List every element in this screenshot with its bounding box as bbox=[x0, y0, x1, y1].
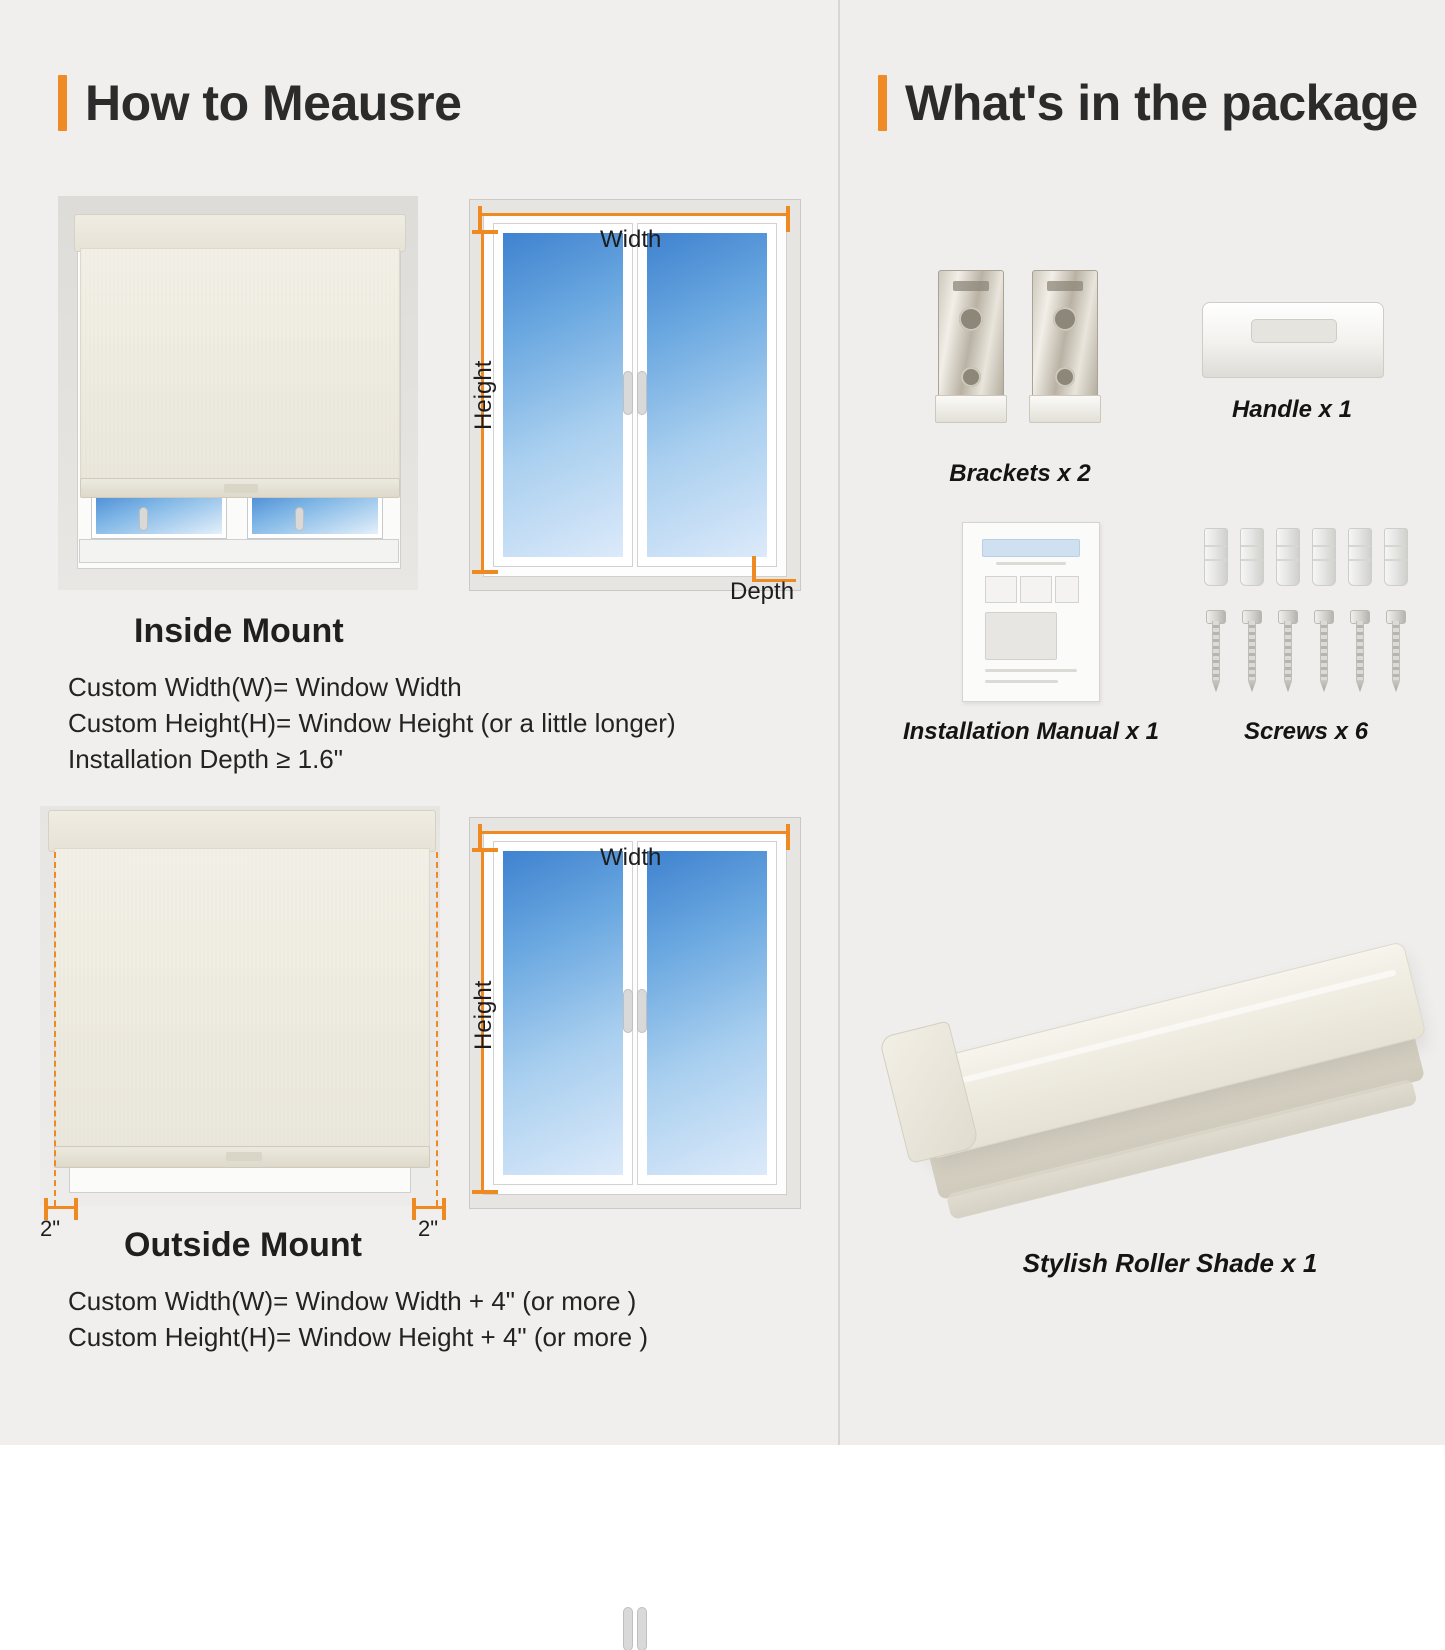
outside-height-tick-bottom bbox=[472, 1190, 498, 1194]
sash-handle-right bbox=[296, 508, 303, 530]
outside-line-2: Custom Height(H)= Window Height + 4" (or more ) bbox=[68, 1322, 648, 1352]
wall-anchor-3 bbox=[1276, 528, 1300, 586]
outside-width-tick-left bbox=[478, 824, 482, 850]
inside-mount-measure-window bbox=[470, 200, 800, 590]
overhang-dashed-right bbox=[436, 852, 438, 1206]
width-line bbox=[478, 213, 790, 216]
package-contents-panel bbox=[838, 0, 1445, 1445]
measure-pane-right bbox=[647, 233, 767, 557]
screw-6 bbox=[1386, 610, 1406, 682]
outside-width-label: Width bbox=[600, 844, 662, 871]
bracket-hole-top bbox=[959, 307, 983, 331]
outside-shade-fabric bbox=[54, 848, 430, 1150]
installation-manual bbox=[962, 522, 1100, 702]
measure-handle-right-2 bbox=[638, 1608, 646, 1650]
manual-line-2 bbox=[985, 680, 1058, 683]
overhang-line-right bbox=[412, 1206, 446, 1209]
manual-cover-sub bbox=[996, 562, 1067, 565]
shade-handle bbox=[224, 484, 258, 493]
window-glass-left bbox=[92, 492, 226, 538]
bracket-2 bbox=[1032, 270, 1096, 430]
outside-mount-measure-window bbox=[470, 818, 800, 1208]
overhang-tick-right-outer bbox=[442, 1198, 446, 1220]
wall-anchor-5 bbox=[1348, 528, 1372, 586]
measure-pane-right-2 bbox=[647, 851, 767, 1175]
bracket-base bbox=[935, 395, 1007, 423]
package-heading bbox=[878, 74, 1418, 132]
outside-sash-handle-right bbox=[638, 990, 646, 1032]
inside-line-2: Custom Height(H)= Window Height (or a little longer) bbox=[68, 708, 676, 738]
bracket-base-2 bbox=[1029, 395, 1101, 423]
inside-mount-shade-illustration bbox=[58, 196, 418, 590]
wall-anchor-1 bbox=[1204, 528, 1228, 586]
inside-width-label: Width bbox=[600, 226, 662, 253]
measure-sash-left-2 bbox=[494, 842, 632, 1184]
outside-line-1: Custom Width(W)= Window Width + 4" (or more ) bbox=[68, 1286, 637, 1316]
handle-part bbox=[1202, 302, 1384, 378]
screw-5 bbox=[1350, 610, 1370, 682]
handle-label: Handle x 1 bbox=[1231, 396, 1353, 423]
bracket-2-body bbox=[1032, 270, 1098, 422]
bracket-slot bbox=[953, 281, 989, 291]
outside-shade-headrail bbox=[48, 810, 436, 852]
overhang-label-left: 2" bbox=[40, 1216, 61, 1241]
roller-shade-endcap bbox=[879, 1020, 980, 1164]
inside-line-1: Custom Width(W)= Window Width bbox=[68, 672, 462, 702]
shade-headrail bbox=[74, 214, 406, 252]
bracket-hole-bottom-2 bbox=[1055, 367, 1075, 387]
screw-1 bbox=[1206, 610, 1226, 682]
roller-shade-product bbox=[900, 860, 1440, 1260]
window-sill bbox=[80, 540, 398, 562]
measure-sash-right bbox=[638, 224, 776, 566]
manual-diagram bbox=[985, 612, 1058, 660]
outside-sash-handle-left bbox=[624, 990, 632, 1032]
screw-3 bbox=[1278, 610, 1298, 682]
handle-grip-slot bbox=[1251, 319, 1337, 343]
measure-sash-left bbox=[494, 224, 632, 566]
heading-accent-bar-2 bbox=[878, 75, 887, 131]
sash-handle-left bbox=[140, 508, 147, 530]
shade-fabric bbox=[80, 248, 400, 482]
wall-anchor-6 bbox=[1384, 528, 1408, 586]
window-glass-right bbox=[248, 492, 382, 538]
inside-height-label: Height bbox=[470, 360, 497, 430]
overhang-tick-right-inner bbox=[412, 1198, 416, 1220]
how-to-measure-heading bbox=[58, 74, 461, 132]
manual-thumb-2 bbox=[1020, 576, 1052, 603]
measure-pane-left bbox=[503, 233, 623, 557]
inside-mount-caption: Inside Mount bbox=[134, 612, 344, 650]
overhang-dashed-left bbox=[54, 852, 56, 1206]
measure-handle-left-2 bbox=[624, 1608, 632, 1650]
inside-line-3: Installation Depth ≥ 1.6" bbox=[68, 744, 343, 774]
brackets-label: Brackets x 2 bbox=[949, 460, 1091, 487]
overhang-tick-left-inner bbox=[74, 1198, 78, 1220]
outside-height-tick-top bbox=[472, 848, 498, 852]
overhang-line-left bbox=[44, 1206, 78, 1209]
measure-sash-right-2 bbox=[638, 842, 776, 1184]
measure-handle-right bbox=[638, 372, 646, 414]
screw-4 bbox=[1314, 610, 1334, 682]
outside-mount-shade-illustration bbox=[40, 806, 440, 1206]
height-tick-bottom bbox=[472, 570, 498, 574]
wall-anchor-2 bbox=[1240, 528, 1264, 586]
overhang-label-right: 2" bbox=[418, 1216, 439, 1241]
package-heading-text: What's in the package bbox=[905, 75, 1418, 131]
outside-mount-caption: Outside Mount bbox=[124, 1226, 362, 1264]
measure-pane-left-2 bbox=[503, 851, 623, 1175]
screws-label: Screws x 6 bbox=[1243, 718, 1369, 745]
heading-accent-bar bbox=[58, 75, 67, 131]
outside-height-label: Height bbox=[470, 980, 497, 1050]
manual-line-1 bbox=[985, 669, 1078, 672]
height-tick-top bbox=[472, 230, 498, 234]
bracket-1 bbox=[938, 270, 1002, 430]
bracket-hole-top-2 bbox=[1053, 307, 1077, 331]
manual-thumb-3 bbox=[1055, 576, 1079, 603]
bracket-hole-bottom bbox=[961, 367, 981, 387]
outside-width-line bbox=[478, 831, 790, 834]
manual-label: Installation Manual x 1 bbox=[902, 718, 1160, 745]
wall-anchor-4 bbox=[1312, 528, 1336, 586]
manual-thumb-1 bbox=[985, 576, 1017, 603]
outside-shade-handle bbox=[226, 1152, 262, 1161]
heading-text: How to Meausre bbox=[85, 75, 462, 131]
inside-depth-label: Depth bbox=[730, 578, 795, 605]
bracket-slot-2 bbox=[1047, 281, 1083, 291]
bracket-1-body bbox=[938, 270, 1004, 422]
measure-handle-left bbox=[624, 372, 632, 414]
width-tick-left bbox=[478, 206, 482, 232]
roller-shade-label: Stylish Roller Shade x 1 bbox=[1022, 1248, 1318, 1278]
screw-2 bbox=[1242, 610, 1262, 682]
manual-cover-title bbox=[982, 539, 1080, 557]
width-tick-right bbox=[786, 206, 790, 232]
outside-width-tick-right bbox=[786, 824, 790, 850]
